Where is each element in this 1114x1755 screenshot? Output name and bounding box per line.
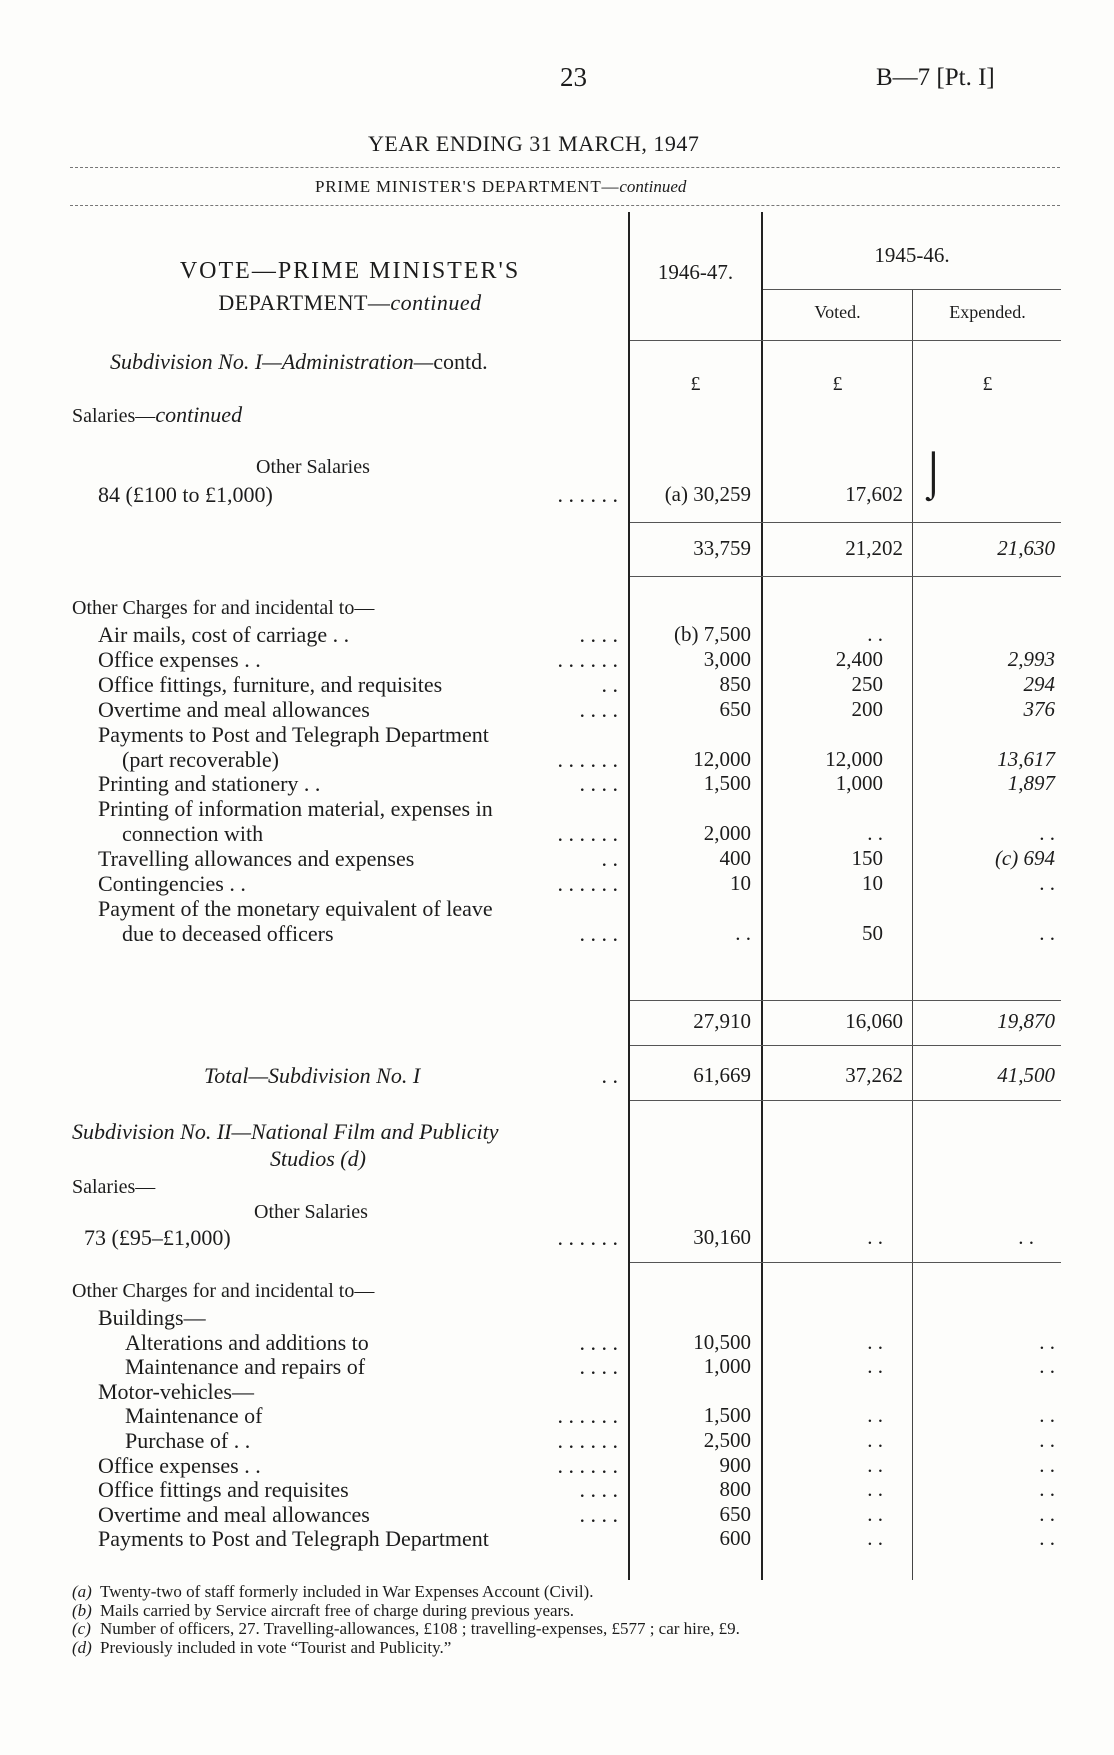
- page-number: 23: [560, 62, 587, 92]
- charge-row-1946-47: 1,500: [703, 771, 751, 796]
- charge-row-label: Office fittings and requisites: [98, 1477, 349, 1503]
- column-header-1945-46: 1945-46.: [874, 243, 950, 267]
- charge-row-leader: . . . . . .: [557, 646, 618, 672]
- charge-row-1946-47: 10: [730, 871, 751, 895]
- charge-row-1946-47: (b) 7,500: [674, 622, 751, 646]
- salary-row-label: 84 (£100 to £1,000): [98, 482, 273, 507]
- charge-row-1946-47: 12,000: [693, 746, 751, 771]
- subdivision-1-total-expended: 41,500: [997, 1063, 1055, 1087]
- charge-row-1946-47: . .: [735, 920, 751, 945]
- salary-row-leader: . . . . . .: [557, 482, 618, 507]
- charge-row-leader: . . . .: [579, 920, 618, 946]
- total-top-rule: [630, 1045, 1061, 1046]
- charge-row-expended: . .: [1039, 821, 1055, 846]
- header-bottom-rule: [630, 340, 1061, 341]
- charge-row-expended: (c) 694: [994, 846, 1055, 871]
- charge-row-voted: . .: [867, 1428, 883, 1452]
- charge-row-voted: 12,000: [825, 746, 883, 771]
- charge-row-label: Overtime and meal allowances: [98, 696, 370, 722]
- currency-col3: £: [982, 373, 993, 395]
- charge-row-label: Air mails, cost of carriage . .: [98, 622, 350, 647]
- charge-row-label: Payments to Post and Telegraph Department: [98, 721, 489, 747]
- subdivision-2-salary-expended: . .: [1018, 1225, 1034, 1249]
- charge-row-voted: . .: [867, 1501, 883, 1526]
- charge-row-label: Payment of the monetary equivalent of leave: [98, 895, 493, 921]
- charge-row-expended: . .: [1039, 1501, 1055, 1526]
- total-bottom-rule: [630, 1100, 1061, 1101]
- charge-row-1946-47: 2,500: [703, 1428, 751, 1452]
- charge-row-leader: . . . . . .: [557, 821, 618, 847]
- charge-row-1946-47: 3,000: [703, 646, 751, 671]
- charge-row-1946-47: 600: [719, 1526, 751, 1551]
- charge-row-expended: 376: [1023, 696, 1055, 721]
- currency-col2: £: [832, 373, 843, 395]
- charge-row-label: Motor-vehicles—: [98, 1378, 254, 1404]
- charge-row-leader: . . . . . .: [557, 1403, 618, 1429]
- subdivision-2-salary-leader: . . . . . .: [557, 1225, 618, 1250]
- charge-row-leader: . . . . . .: [557, 1452, 618, 1478]
- charge-row-voted: . .: [867, 821, 883, 846]
- charge-row-voted: . .: [867, 1452, 883, 1477]
- subdivision-2-other-salaries: Other Salaries: [254, 1201, 368, 1223]
- charge-row-expended: 1,897: [1007, 771, 1055, 796]
- vote-title-line2: DEPARTMENT—continued: [218, 290, 482, 315]
- charge-row-1946-47: 400: [719, 846, 751, 871]
- footnote-mark: (d): [72, 1637, 92, 1657]
- subdivision-1-heading: Subdivision No. I—Administration—contd.: [110, 349, 488, 374]
- column-header-1946-47: 1946-47.: [657, 260, 734, 284]
- department-title: PRIME MINISTER'S DEPARTMENT—continued: [315, 177, 687, 196]
- charge-row-leader: . . . .: [579, 771, 618, 797]
- charge-row-voted: . .: [867, 1403, 883, 1428]
- column-rule-3: [912, 290, 913, 1580]
- salaries-subtotal-expended: 21,630: [997, 536, 1055, 560]
- charge-row-voted: . .: [867, 1477, 883, 1502]
- charge-row-label: Travelling allowances and expenses: [98, 846, 415, 872]
- subdivision-2-heading: Subdivision No. II—National Film and Publicity: [72, 1119, 499, 1144]
- charge-row-expended: . .: [1039, 1329, 1055, 1354]
- page-reference: B—7 [Pt. I]: [876, 64, 995, 91]
- charge-row-voted: . .: [867, 622, 883, 646]
- charge-row-voted: 2,400: [835, 646, 883, 671]
- charge-row-voted: . .: [867, 1354, 883, 1379]
- charge-row-label: (part recoverable): [122, 746, 279, 772]
- footnote-text: Number of officers, 27. Travelling-allowances, £108 ; travelling-expenses, £577 ; car hire, £9.: [100, 1619, 740, 1638]
- charge-row-leader: . . . . . .: [557, 1428, 618, 1453]
- salary-row-voted: 17,602: [845, 482, 903, 506]
- charge-row-label: Alterations and additions to: [125, 1329, 369, 1355]
- charge-row-voted: 1,000: [835, 771, 883, 796]
- charge-row-label: due to deceased officers: [122, 920, 334, 946]
- subdivision-1-total-1946-47: 61,669: [693, 1063, 751, 1087]
- charge-row-1946-47: 10,500: [693, 1329, 751, 1354]
- charge-row-voted: 250: [851, 671, 883, 696]
- charge-row-label: Buildings—: [98, 1305, 206, 1330]
- subdivision-2-salary-1946-47: 30,160: [693, 1225, 751, 1249]
- footnote-text: Twenty-two of staff formerly included in War Expenses Account (Civil).: [100, 1582, 594, 1601]
- charge-row-expended: 13,617: [997, 746, 1055, 771]
- charge-row-leader: . . . .: [579, 1329, 618, 1355]
- charge-row-expended: . .: [1039, 1354, 1055, 1379]
- charge-row-label: Office fittings, furniture, and requisites: [98, 671, 443, 697]
- salaries-subtotal-voted: 21,202: [845, 536, 903, 560]
- charge-row-leader: . . . .: [579, 696, 618, 722]
- charge-row-leader: . . . .: [579, 1501, 618, 1527]
- column-header-expended: Expended.: [949, 302, 1026, 322]
- charge-row-label: Overtime and meal allowances: [98, 1501, 370, 1527]
- subdivision-2-salary-label: 73 (£95–£1,000): [84, 1225, 231, 1250]
- subdivision-2-salary-voted: . .: [867, 1225, 883, 1249]
- footnote-text: Mails carried by Service aircraft free of charge during previous years.: [100, 1600, 575, 1620]
- salaries-heading: Salaries—continued: [72, 402, 243, 427]
- charge-row-voted: 150: [851, 846, 883, 871]
- charge-row-expended: 2,993: [1007, 646, 1055, 671]
- charge-row-label: Maintenance of: [125, 1403, 263, 1429]
- footnote-text: Previously included in vote “Tourist and Publicity.”: [100, 1637, 452, 1657]
- subdivision-1-total-leader: . .: [601, 1063, 618, 1088]
- charge-row-1946-47: 850: [719, 671, 751, 696]
- subdivision-1-total-voted: 37,262: [845, 1063, 903, 1087]
- salaries-subtotal-1946-47: 33,759: [693, 536, 751, 560]
- charge-row-expended: . .: [1039, 871, 1055, 895]
- charge-row-expended: . .: [1039, 1403, 1055, 1428]
- column-header-voted: Voted.: [814, 302, 861, 322]
- charge-row-label: Payments to Post and Telegraph Department: [98, 1526, 489, 1552]
- footnote-mark: (c): [72, 1619, 91, 1638]
- subdivision-1-total-label: Total—Subdivision No. I: [204, 1063, 421, 1088]
- charge-row-1946-47: 650: [719, 1501, 751, 1526]
- charge-row-1946-47: 650: [719, 696, 751, 721]
- salaries-subtotal-rule: [630, 522, 1061, 523]
- charge-row-voted: . .: [867, 1526, 883, 1551]
- charge-row-leader: . . . .: [579, 1354, 618, 1380]
- other-salaries-heading: Other Salaries: [256, 456, 370, 478]
- subdivision-2-heading-line2: Studios (d): [270, 1146, 366, 1171]
- charge-row-label: Printing and stationery . .: [98, 771, 321, 797]
- charge-row-leader: . . . . . .: [557, 746, 618, 772]
- footnote-mark: (b): [72, 1600, 92, 1620]
- charge-row-voted: . .: [867, 1329, 883, 1354]
- charge-row-1946-47: 800: [719, 1477, 751, 1502]
- footnote-mark: (a): [72, 1582, 92, 1601]
- charge-row-label: Printing of information material, expenses in: [98, 796, 493, 822]
- department-rule: [70, 205, 1060, 206]
- charge-row-leader: . . . .: [579, 1477, 618, 1503]
- charge-row-expended: . .: [1039, 1452, 1055, 1477]
- brace-mark: ⌡: [920, 449, 947, 498]
- charge-row-label: Purchase of . .: [125, 1428, 251, 1453]
- currency-col1: £: [690, 373, 701, 395]
- charge-row-expended: . .: [1039, 1428, 1055, 1452]
- vote-title: VOTE—PRIME MINISTER'S: [179, 258, 521, 284]
- charges-subtotal-rule: [630, 1000, 1061, 1001]
- charge-row-expended: . .: [1039, 920, 1055, 945]
- charge-row-1946-47: 1,500: [703, 1403, 751, 1428]
- charge-row-voted: 200: [851, 696, 883, 721]
- charge-row-label: Contingencies . .: [98, 871, 246, 896]
- charge-row-leader: . .: [601, 846, 618, 872]
- column-group-rule: [763, 289, 1061, 290]
- charge-row-leader: . .: [601, 671, 618, 697]
- salaries-subtotal-bottom-rule: [630, 576, 1061, 577]
- charges-subtotal-voted: 16,060: [845, 1009, 903, 1033]
- charge-row-leader: . . . .: [579, 622, 618, 647]
- charge-row-expended: . .: [1039, 1477, 1055, 1502]
- year-title: YEAR ENDING 31 MARCH, 1947: [368, 131, 700, 156]
- subdivision-2-salaries-heading: Salaries—: [72, 1176, 156, 1198]
- charge-row-1946-47: 2,000: [703, 821, 751, 846]
- charge-row-voted: 50: [862, 920, 883, 945]
- subdivision-2-salary-rule: [630, 1262, 1061, 1263]
- charge-row-expended: 294: [1023, 671, 1055, 696]
- charge-row-leader: . . . . . .: [557, 871, 618, 896]
- charge-row-voted: 10: [862, 871, 883, 895]
- charges-subtotal-expended: 19,870: [997, 1009, 1055, 1033]
- other-charges-heading: Other Charges for and incidental to—: [72, 597, 375, 619]
- charge-row-label: Office expenses . .: [98, 646, 261, 672]
- header-rule: [70, 167, 1060, 168]
- salary-row-1946-47: (a) 30,259: [664, 482, 751, 506]
- charge-row-expended: . .: [1039, 1526, 1055, 1551]
- subdivision-2-other-charges: Other Charges for and incidental to—: [72, 1280, 375, 1302]
- charge-row-label: Maintenance and repairs of: [125, 1354, 366, 1380]
- charges-subtotal-1946-47: 27,910: [693, 1009, 751, 1033]
- charge-row-label: connection with: [122, 821, 264, 847]
- charge-row-label: Office expenses . .: [98, 1452, 261, 1478]
- charge-row-1946-47: 1,000: [703, 1354, 751, 1379]
- charge-row-1946-47: 900: [719, 1452, 751, 1477]
